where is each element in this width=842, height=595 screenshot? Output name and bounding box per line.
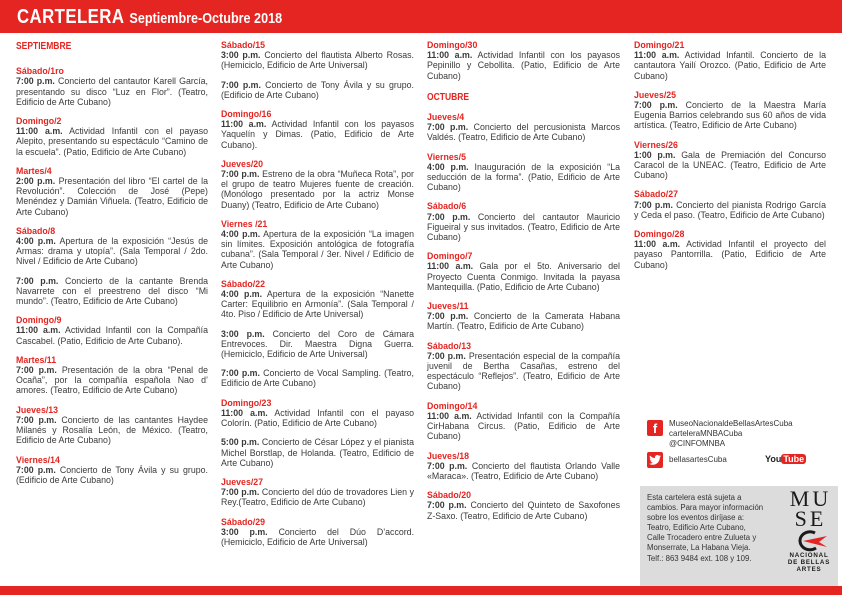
info-box [640, 486, 838, 586]
event-date: Viernes /21 [221, 218, 268, 229]
event-entry [427, 40, 620, 81]
column-3 [427, 40, 620, 530]
youtube-logo-tube: Tube [783, 454, 805, 464]
event-item [221, 527, 414, 547]
event-description: Apertura de la exposición “Jesús de Armas: drama y utopía”. (Sala Temporal / 2do. Nivel / Edificio de Arte Cubano) [16, 236, 208, 267]
event-date: Domingo/9 [16, 315, 62, 326]
event-entry [427, 301, 620, 332]
event-description: Actividad Infantil con el payaso Colorín. (Patio, Edificio de Arte Cubano) [221, 407, 414, 429]
event-entry [634, 90, 826, 131]
event-date: Jueves/13 [16, 404, 59, 415]
event-time: 7:00 p.m. [427, 211, 471, 222]
event-date: Sábado/20 [427, 490, 472, 501]
event-entry [16, 455, 208, 486]
event-description: Concierto de Tony Ávila y su grupo. (Edificio de Arte Cubano) [221, 79, 414, 100]
event-description: Presentación de la obra “Penal de Ocaña”, por la compañía española Nao d’ amores. (Teatro, Edificio de Arte Cubano) [16, 365, 208, 396]
event-date: Jueves/20 [221, 158, 264, 169]
event-time: 7:00 p.m. [221, 79, 261, 90]
event-item [221, 437, 414, 468]
event-date: Jueves/18 [427, 450, 470, 461]
event-item [221, 50, 414, 70]
event-description: Concierto del flautista Alberto Rosas. (Hemiciclo, Edificio de Arte Universal) [221, 50, 414, 71]
event-time: 7:00 p.m. [16, 464, 56, 475]
event-entry [221, 477, 414, 508]
event-entry [221, 219, 414, 270]
event-description: Actividad Infantil con la Compañía CirHabana Circus. (Patio, Edificio de Arte Cubano) [427, 410, 621, 442]
month-heading: OCTUBRE [427, 91, 470, 103]
event-date: Domingo/16 [221, 109, 272, 120]
event-item [221, 329, 414, 360]
event-time: 11:00 a.m. [16, 126, 63, 137]
twitter-icon[interactable] [647, 452, 663, 468]
event-entry [16, 315, 208, 346]
event-description: Concierto de las cantantes Haydee Milanés y Rosalía León, de México. (Teatro, Edificio de Arte Cubano) [16, 414, 208, 446]
event-date: Domingo/7 [427, 251, 473, 262]
column-4 [634, 40, 826, 279]
event-entry [427, 401, 620, 442]
event-description: Presentación especial de la compañía juvenil de Bertha Casañas, estreno del espectáculo “Reflejos”. (Teatro, Edificio de Arte Cubano) [427, 350, 620, 392]
event-time: 7:00 p.m. [427, 460, 468, 471]
title-cartelera: CARTELERA [17, 6, 125, 28]
event-description: Concierto de Vocal Sampling. (Teatro, Edificio de Arte Cubano) [221, 368, 414, 389]
event-item [221, 487, 414, 507]
event-description: Concierto de la Camerata Habana Martín. (Teatro, Edificio de Arte Cubano) [427, 311, 621, 332]
logo-mu: MU [789, 486, 832, 511]
event-item [427, 261, 620, 292]
event-item [16, 325, 208, 345]
event-description: Concierto del cantautor Mauricio Figueiral y sus invitados. (Teatro, Edificio de Arte Cubano) [427, 211, 621, 243]
event-time: 7:00 p.m. [16, 275, 59, 286]
event-entry [427, 201, 620, 242]
event-date: Sábado/13 [427, 340, 472, 351]
event-description: Actividad Infantil. Concierto de la cantautora Yailí Orozco. (Patio, Edificio de Arte Cubano) [634, 50, 826, 81]
logo-line-de-bellas: DE BELLAS [787, 559, 831, 566]
event-time: 4:00 p.m. [221, 229, 261, 240]
event-time: 7:00 p.m. [221, 487, 260, 498]
event-entry [427, 112, 620, 143]
event-time: 7:00 p.m. [427, 500, 467, 511]
event-entry [634, 189, 826, 220]
event-entry [221, 109, 414, 150]
event-entry [427, 251, 620, 292]
event-entry [16, 66, 208, 107]
event-entry [16, 166, 208, 217]
event-item [427, 351, 620, 392]
event-description: Presentación del libro “El cartel de la Revolución”. Colección de José (Pepe) Menéndez y Damián Viñuela. (Teatro, Edificio de Arte Cubano) [16, 176, 208, 217]
event-time: 7:00 p.m. [634, 100, 678, 111]
facebook-account[interactable]: carteleraMNBACuba [669, 429, 743, 438]
event-time: 11:00 a.m. [427, 50, 473, 61]
event-date: Martes/11 [16, 354, 57, 365]
event-time: 3:00 p.m. [221, 526, 268, 537]
event-entry [221, 159, 414, 210]
event-description: Concierto de la cantante Brenda Navarrete con el preestreno del disco “Mi mundo”. (Teatro, Edificio de Arte Cubano) [16, 275, 208, 307]
event-description: Concierto de la Maestra María Eugenia Barrios celebrando sus 60 años de vida artística. (Teatro, Edificio de Arte Cubano) [634, 100, 826, 131]
event-time: 11:00 a.m. [634, 50, 680, 61]
event-item [427, 311, 620, 331]
event-date: Domingo/28 [634, 229, 685, 240]
month-heading: SEPTIEMBRE [16, 41, 72, 52]
event-time: 7:00 p.m. [221, 169, 260, 180]
event-item [634, 50, 826, 81]
event-description: Actividad Infantil con los payasos Pepinillo y Cebollita. (Patio, Edificio de Arte Cubano) [427, 50, 620, 81]
column-2 [221, 40, 414, 556]
event-entry [221, 279, 414, 389]
event-item [427, 162, 620, 193]
event-description: Concierto de Tony Ávila y su grupo. (Edificio de Arte Cubano) [16, 464, 208, 485]
event-description: Concierto del flautista Orlando Valle «Maraca». (Teatro, Edificio de Arte Cubano) [427, 460, 621, 481]
logo-line-artes: ARTES [796, 566, 822, 573]
event-date: Viernes/5 [427, 151, 466, 162]
event-time: 7:00 p.m. [16, 76, 55, 87]
header-bar [0, 0, 842, 33]
event-description: Concierto del percusionista Marcos Valdés. (Teatro, Edificio de Arte Cubano) [427, 122, 620, 143]
event-time: 7:00 p.m. [634, 199, 673, 210]
event-time: 11:00 a.m. [221, 407, 268, 418]
event-description: Estreno de la obra “Muñeca Rota”, por el grupo de teatro Mujeres fuente de creación. (Monólogo presentado por la actriz Monse Duany) (Teatro, Edificio de Arte Cubano) [221, 169, 414, 210]
page-title [17, 6, 282, 29]
event-item [427, 461, 620, 481]
facebook-account[interactable]: MuseoNacionaldeBellasArtesCuba [669, 419, 793, 428]
event-date: Sábado/22 [221, 278, 266, 289]
event-description: Apertura de la exposición “La imagen sin límites. Exposición antológica de fotografía cubana”. (Sala Temporal / 3er. Nivel / Edificio de Arte Cubano) [221, 229, 414, 270]
event-description: Actividad Infantil con la Compañía Cascabel. (Patio, Edificio de Arte Cubano). [16, 325, 208, 346]
event-item [221, 169, 414, 210]
event-time: 7:00 p.m. [427, 350, 466, 361]
event-time: 1:00 p.m. [634, 149, 676, 160]
event-time: 3:00 p.m. [221, 328, 265, 339]
event-entry [427, 152, 620, 193]
event-entry [427, 490, 620, 521]
event-date: Martes/4 [16, 165, 52, 176]
event-item [634, 200, 826, 220]
youtube-logo[interactable] [765, 454, 806, 464]
event-time: 11:00 a.m. [427, 410, 472, 421]
event-description: Gala de Premiación del Concurso Caracol de la UNEAC. (Teatro, Edificio de Arte Cubano) [634, 149, 826, 181]
title-period: Septiembre-Octubre 2018 [129, 10, 283, 27]
facebook-icon[interactable]: f [647, 420, 663, 436]
event-date: Sábado/29 [221, 516, 266, 527]
event-item [221, 229, 414, 270]
event-time: 5:00 p.m. [221, 437, 260, 448]
event-item [16, 176, 208, 217]
info-text: Esta cartelera está sujeta a cambios. Para mayor información sobre los eventos diríjase a: Teatro, Edificio Arte Cubano, Calle Trocadero entre Zulueta y Monserrate, La Habana Vieja. Telf.: 863 9484 ext. 108 y 109. [647, 493, 764, 563]
event-item [221, 80, 414, 100]
event-entry [16, 116, 208, 157]
event-item [221, 408, 414, 428]
event-item [16, 276, 208, 307]
event-item [221, 119, 414, 150]
event-description: Actividad Infantil con los payasos Yaquelín y Dimas. (Patio, Edificio de Arte Cubano). [221, 119, 414, 150]
event-date: Viernes/26 [634, 139, 678, 150]
column-1 [16, 42, 208, 494]
event-entry [16, 405, 208, 446]
event-time: 2:00 p.m. [16, 176, 56, 187]
event-item [16, 415, 208, 446]
facebook-accounts [669, 419, 839, 449]
event-item [427, 50, 620, 81]
event-date: Sábado/6 [427, 201, 467, 212]
event-item [427, 411, 620, 442]
event-item [16, 465, 208, 485]
event-description: Gala por el 5to. Aniversario del Proyecto Cuenta Conmigo. Invitada la payasa Mantequilla. (Patio, Edificio de Arte Cubano) [427, 261, 621, 292]
event-item [634, 150, 826, 181]
event-date: Domingo/21 [634, 40, 685, 50]
event-date: Sábado/1ro [16, 66, 64, 77]
event-item [221, 368, 414, 388]
logo-line-nacional: NACIONAL [789, 552, 829, 559]
event-time: 3:00 p.m. [221, 50, 261, 61]
youtube-logo-you: You [765, 454, 782, 464]
event-date: Sábado/8 [16, 225, 56, 236]
event-item [634, 100, 826, 131]
event-time: 11:00 a.m. [221, 119, 267, 130]
event-item [634, 239, 826, 270]
event-description: Concierto del cantautor Karell García, presentando su disco “Luz en Flor”. (Teatro, Edificio de Arte Cubano) [16, 76, 208, 107]
event-entry [221, 517, 414, 548]
event-date: Jueves/11 [427, 301, 469, 312]
event-time: 11:00 a.m. [634, 239, 681, 250]
event-description: Inauguración de la exposición “La seducción de la forma”. (Patio, Edificio de Arte Cubano) [427, 161, 620, 193]
event-entry [427, 341, 620, 392]
event-description: Concierto de César López y el pianista Michel Borstlap, de Holanda. (Teatro, Edificio de Arte Cubano) [221, 437, 414, 468]
event-time: 7:00 p.m. [16, 365, 57, 376]
event-time: 4:00 p.m. [16, 236, 56, 247]
event-time: 7:00 p.m. [427, 311, 469, 322]
event-entry [221, 398, 414, 468]
museum-logo [784, 486, 834, 573]
event-entry [427, 451, 620, 482]
event-description: Concierto del Quinteto de Saxofones Z-Saxo. (Teatro, Edificio de Arte Cubano) [427, 500, 620, 521]
event-time: 7:00 p.m. [221, 368, 260, 379]
event-date: Domingo/30 [427, 40, 478, 50]
event-date: Sábado/27 [634, 189, 679, 200]
event-entry [634, 140, 826, 181]
event-date: Domingo/2 [16, 116, 62, 127]
event-description: Concierto del dúo de trovadores Lien y Rey.(Teatro, Edificio de Arte Cubano) [221, 487, 414, 508]
event-item [16, 365, 208, 396]
event-date: Jueves/27 [221, 476, 264, 487]
event-item [16, 126, 208, 157]
event-item [427, 212, 620, 243]
event-description: Concierto del Coro de Cámara Entrevoces. Dir. Maestra Digna Guerra. (Hemiciclo, Edificio de Arte Universal) [221, 328, 414, 360]
event-entry [221, 40, 414, 100]
event-description: Concierto del Dúo D’accord. (Hemiciclo, Edificio de Arte Universal) [221, 526, 415, 547]
event-item [221, 289, 414, 320]
event-item [16, 76, 208, 107]
event-time: 4:00 p.m. [427, 161, 469, 172]
event-item [427, 122, 620, 142]
event-date: Jueves/4 [427, 112, 465, 123]
event-description: Actividad Infantil el proyecto del payaso Pantorrilla. (Patio, Edificio de Arte Cubano) [634, 239, 827, 270]
event-time: 4:00 p.m. [221, 289, 263, 300]
event-time: 7:00 p.m. [427, 122, 469, 133]
event-description: Concierto del pianista Rodrigo García y Ceda el paso. (Teatro, Edificio de Arte Cubano) [634, 199, 826, 220]
event-date: Domingo/23 [221, 397, 272, 408]
event-item [427, 500, 620, 520]
event-entry [634, 229, 826, 270]
event-entry [634, 40, 826, 81]
event-time: 11:00 a.m. [16, 325, 61, 336]
event-entry [16, 355, 208, 396]
event-date: Sábado/15 [221, 40, 266, 50]
twitter-account[interactable]: bellasartesCuba [669, 455, 727, 464]
facebook-account[interactable]: @CINFOMNBA [669, 439, 726, 448]
footer-bar [0, 586, 842, 595]
event-time: 7:00 p.m. [16, 414, 57, 425]
event-entry [16, 226, 208, 306]
event-date: Domingo/14 [427, 400, 478, 411]
event-item [16, 236, 208, 267]
logo-se: SE [794, 506, 827, 531]
event-description: Apertura de la exposición “Nanette Carter: Equilibrio en Armonía”. (Sala Temporal / 4to. Piso / Edificio de Arte Universal) [221, 289, 414, 320]
event-date: Viernes/14 [16, 454, 60, 465]
event-date: Jueves/25 [634, 89, 677, 100]
event-time: 11:00 a.m. [427, 261, 474, 272]
logo-emblem-icon [789, 530, 829, 552]
event-description: Actividad Infantil con el payaso Alepito, presentando su espectáculo “Camino de la escuela”. (Patio, Edificio de Arte Cubano) [16, 126, 208, 157]
